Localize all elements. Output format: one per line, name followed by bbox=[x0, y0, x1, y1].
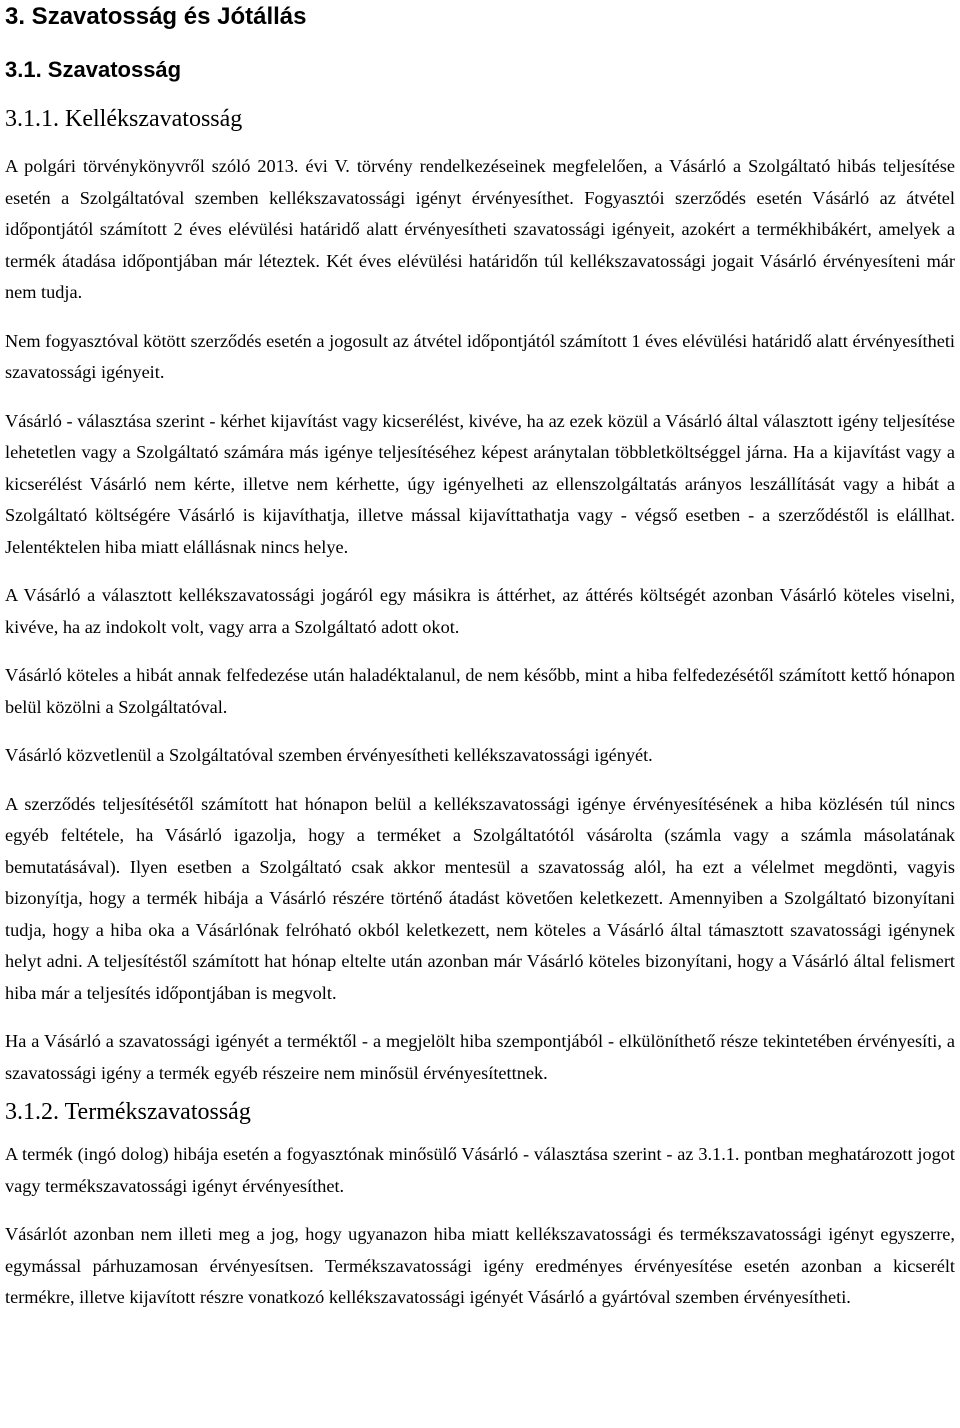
paragraph-hat-honap: A szerződés teljesítésétől számított hat hónapon belül a kellékszavatossági igénye érvényesítésének a hiba közlésén túl nincs egyéb feltétele, ha Vásárló igazolja, hogy a terméket a Szolgáltatótól vásárolta (számla vagy a számla másolatának bemutatásával). Ilyen esetben a Szolgáltató csak akkor mentesül a szavatosság alól, ha ezt a vélelmet megdönti, vagyis bizonyítja, hogy a termék hibája a Vásárló részére történő átadást követően keletkezett. Amennyiben a Szolgáltató bizonyítani tudja, hogy a hiba oka a Vásárlónak felróható okból keletkezett, nem köteles a Vásárló által támasztott szavatossági igénynek helyt adni. A teljesítéstől számított hat hónap eltelte után azonban már Vásárló köteles bizonyítani, hogy a Vásárló által felismert hiba már a teljesítés időpontjában is megvolt. bbox=[5, 793, 955, 1003]
heading-section-3-1: 3.1. Szavatosság bbox=[5, 57, 182, 82]
heading-section-3-1-1: 3.1.1. Kellékszavatosság bbox=[5, 106, 243, 132]
heading-section-3: 3. Szavatosság és Jótállás bbox=[5, 3, 307, 30]
paragraph-parhuzamos-ervenyesites: Vásárlót azonban nem illeti meg a jog, hogy ugyanazon hiba miatt kellékszavatossági és termékszavatossági igényt egyszerre, egymással párhuzamosan érvényesítsen. Termékszavatossági igény eredményes érvényesítése esetén azonban a kicserélt termékre, illetve kijavított részre vonatkozó kellékszavatossági igényét Vásárló a gyártóval szemben érvényesítheti. bbox=[5, 1224, 955, 1307]
document-page bbox=[5, 0, 955, 1314]
paragraph-atteres: A Vásárló a választott kellékszavatossági jogáról egy másikra is áttérhet, az áttérés költségét azonban Vásárló köteles viselni, kivéve, ha az indokolt volt, vagy arra a Szolgáltató adott okot. bbox=[5, 585, 955, 637]
paragraph-kozvetlen-ervenyesites: Vásárló közvetlenül a Szolgáltatóval szemben érvényesítheti kellékszavatossági igényét. bbox=[5, 745, 653, 765]
paragraph-valasztas: Vásárló - választása szerint - kérhet kijavítást vagy kicserélést, kivéve, ha az ezek közül a Vásárló által választott igény teljesítése lehetetlen vagy a Szolgáltató számára más igénye teljesítéséhez képest aránytalan többletköltséggel járna. Ha a kijavítást vagy a kicserélést Vásárló nem kérte, illetve nem kérhette, úgy igényelheti az ellenszolgáltatás arányos leszállítását vagy a hibát a Szolgáltató költségére Vásárló is kijavíthatja, illetve mással kijavíttathatja vagy - végső esetben - a szerződéstől is elállhat. Jelentéktelen hiba miatt elállásnak nincs helye. bbox=[5, 410, 955, 557]
paragraph-hiba-kozlese: Vásárló köteles a hibát annak felfedezése után haladéktalanul, de nem később, mint a hiba felfedezésétől számított kettő hónapon belül közölni a Szolgáltatóval. bbox=[5, 665, 955, 717]
paragraph-kellekszavatossag-intro: A polgári törvénykönyvről szóló 2013. évi V. törvény rendelkezéseinek megfelelően, a Vásárló a Szolgáltató hibás teljesítése esetén a Szolgáltatóval szemben kellékszavatossági igényt érvényesíthet. Fogyasztói szerződés esetén Vásárló az átvétel időpontjától számított 2 éves elévülési határidő alatt érvényesítheti szavatossági igényeit, azokért a termékhibákért, amelyek a termék átadása időpontjában már léteztek. Két éves elévülési határidőn túl kellékszavatossági jogait Vásárló érvényesíteni már nem tudja. bbox=[5, 156, 955, 302]
heading-section-3-1-2: 3.1.2. Termékszavatosság bbox=[5, 1099, 251, 1125]
paragraph-nem-fogyaszto: Nem fogyasztóval kötött szerződés esetén a jogosult az átvétel időpontjától számított 1 éves elévülési határidő alatt érvényesítheti szavatossági igényeit. bbox=[5, 330, 955, 382]
paragraph-elkulonitheto-resz: Ha a Vásárló a szavatossági igényét a terméktől - a megjelölt hiba szempontjából - elkülöníthető része tekintetében érvényesíti, a szavatossági igény a termék egyéb részeire nem minősül érvényesítettnek. bbox=[5, 1031, 955, 1083]
paragraph-termekszavatossag-intro: A termék (ingó dolog) hibája esetén a fogyasztónak minősülő Vásárló - választása szerint - az 3.1.1. pontban meghatározott jogot vagy termékszavatossági igényt érvényesíthet. bbox=[5, 1144, 955, 1196]
